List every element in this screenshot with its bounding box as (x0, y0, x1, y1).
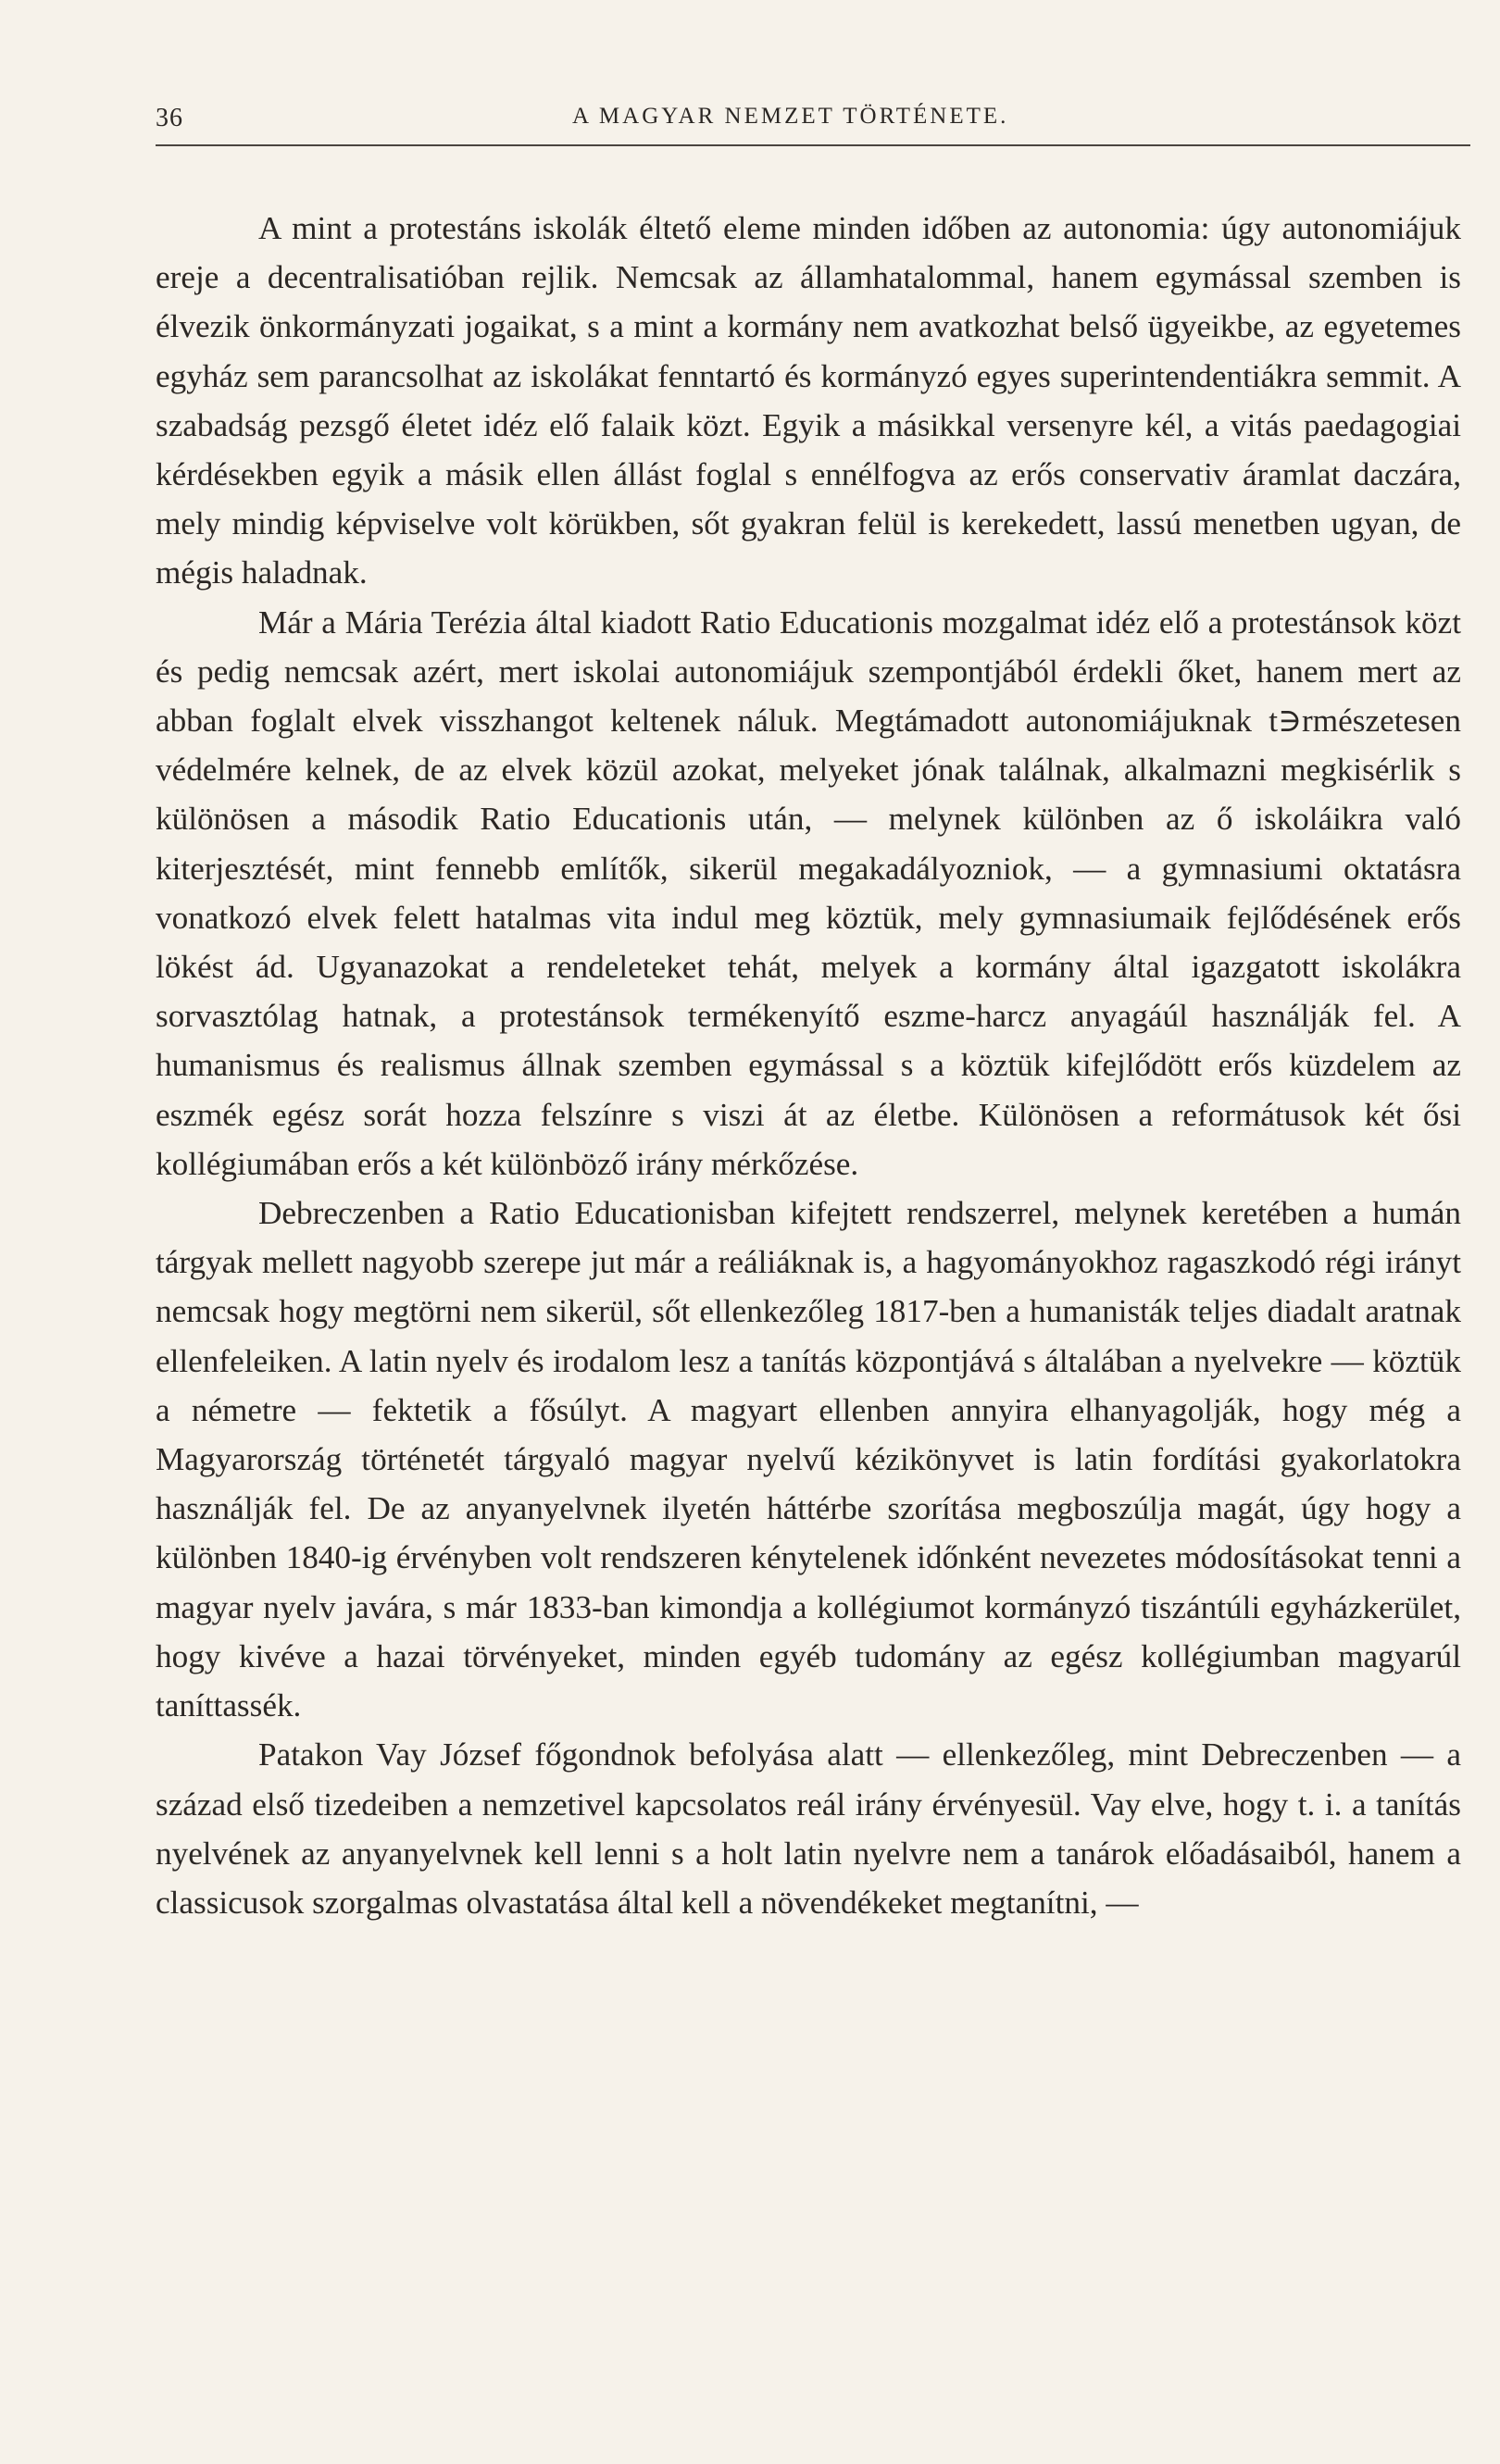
paragraph-debreczen: Debreczenben a Ratio Educationisban kifejtett rendszerrel, melynek keretében a humán tárgyak mellett nagyobb szerepe jut már a reáliáknak is, a hagyományokhoz ragaszkodó régi irányt nemcsak hogy megtörni nem sikerül, sőt ellenkezőleg 1817-ben a humanisták teljes diadalt aratnak ellenfeleiken. A latin nyelv és irodalom lesz a tanítás központjává s általában a nyelvekre — köztük a németre — fektetik a fősúlyt. A magyart ellenben annyira elhanyagolják, hogy még a Magyarország történetét tárgyaló magyar nyelvű kézikönyvet is latin fordítási gyakorlatokra használják fel. De az anyanyelvnek ilyetén háttérbe szorítása megboszúlja magát, úgy hogy a különben 1840-ig érvényben volt rendszeren kénytelenek időnként nevezetes módosításokat tenni a magyar nyelv javára, s már 1833-ban kimondja a kollégiumot kormányzó tiszántúli egyházkerület, hogy kivéve a hazai törvényeket, minden egyéb tudomány az egész kollégiumban magyarúl taníttassék. (156, 1195, 1461, 1724)
paragraph-autonomy: A mint a protestáns iskolák éltető eleme minden időben az autonomia: úgy autonomiájuk ereje a decentralisatióban rejlik. Nemcsak az államhatalommal, hanem egymással szemben is élvezik önkormányzati jogaikat, s a mint a kormány nem avatkozhat belső ügyeikbe, az egyetemes egyház sem parancsolhat az iskolákat fenntartó és kormányzó egyes superintendentiákra semmit. A szabadság pezsgő életet idéz elő falaik közt. Egyik a másikkal versenyre kél, a vitás paedagogiai kérdésekben egyik a másik ellen állást foglal s ennélfogva az erős conservativ áramlat daczára, mely mindig képviselve volt körükben, sőt gyakran felül is kerekedett, lassú menetben ugyan, de mégis haladnak. (156, 210, 1461, 591)
paragraph-ratio-educationis: Már a Mária Terézia által kiadott Ratio Educationis mozgalmat idéz elő a protestánsok közt és pedig nemcsak azért, mert iskolai autonomiájuk szempontjából érdekli őket, hanem mert az abban foglalt elvek visszhangot keltenek náluk. Megtámadott autonomiájuknak t∋rmészetesen védelmére kelnek, de az elvek közül azokat, melyeket jónak találnak, alkalmazni megkisérlik s különösen a második Ratio Educationis után, — melynek különben az ő iskoláikra való kiterjesztését, mint fennebb említők, sikerül megakadályozniok, — a gymnasiumi oktatásra vonatkozó elvek felett hatalmas vita indul meg köztük, mely gymnasiumaik fejlődésének erős lökést ád. Ugyanazokat a rendeleteket tehát, melyek a kormány által igazgatott iskolákra sorvasztólag hatnak, a protestánsok termékenyítő eszme-harcz anyagáúl használják fel. A humanismus és realismus állnak szemben egymással s a köztük kifejlődött erős küzdelem az eszmék egész sorát hozza felszínre s viszi át az életbe. Különösen a reformátusok két ősi kollégiumában erős a két különböző irány mérkőzése. (156, 604, 1461, 1182)
header-rule (156, 144, 1470, 146)
running-header (156, 104, 1470, 141)
running-title: A MAGYAR NEMZET TÖRTÉNETE. (572, 104, 1009, 129)
page-number: 36 (156, 104, 183, 132)
paragraph-patak: Patakon Vay József főgondnok befolyása alatt — ellenkezőleg, mint Debreczenben — a század első tizedeiben a nemzetivel kapcsolatos reál irány érvényesül. Vay elve, hogy t. i. a tanítás nyelvének az anyanyelvnek kell lenni s a holt latin nyelvre nem a tanárok előadásaiból, hanem a classicusok szorgalmas olvastatása által kell a növendékeket megtanítni, — (156, 1736, 1461, 1921)
body-text (156, 204, 1461, 1927)
